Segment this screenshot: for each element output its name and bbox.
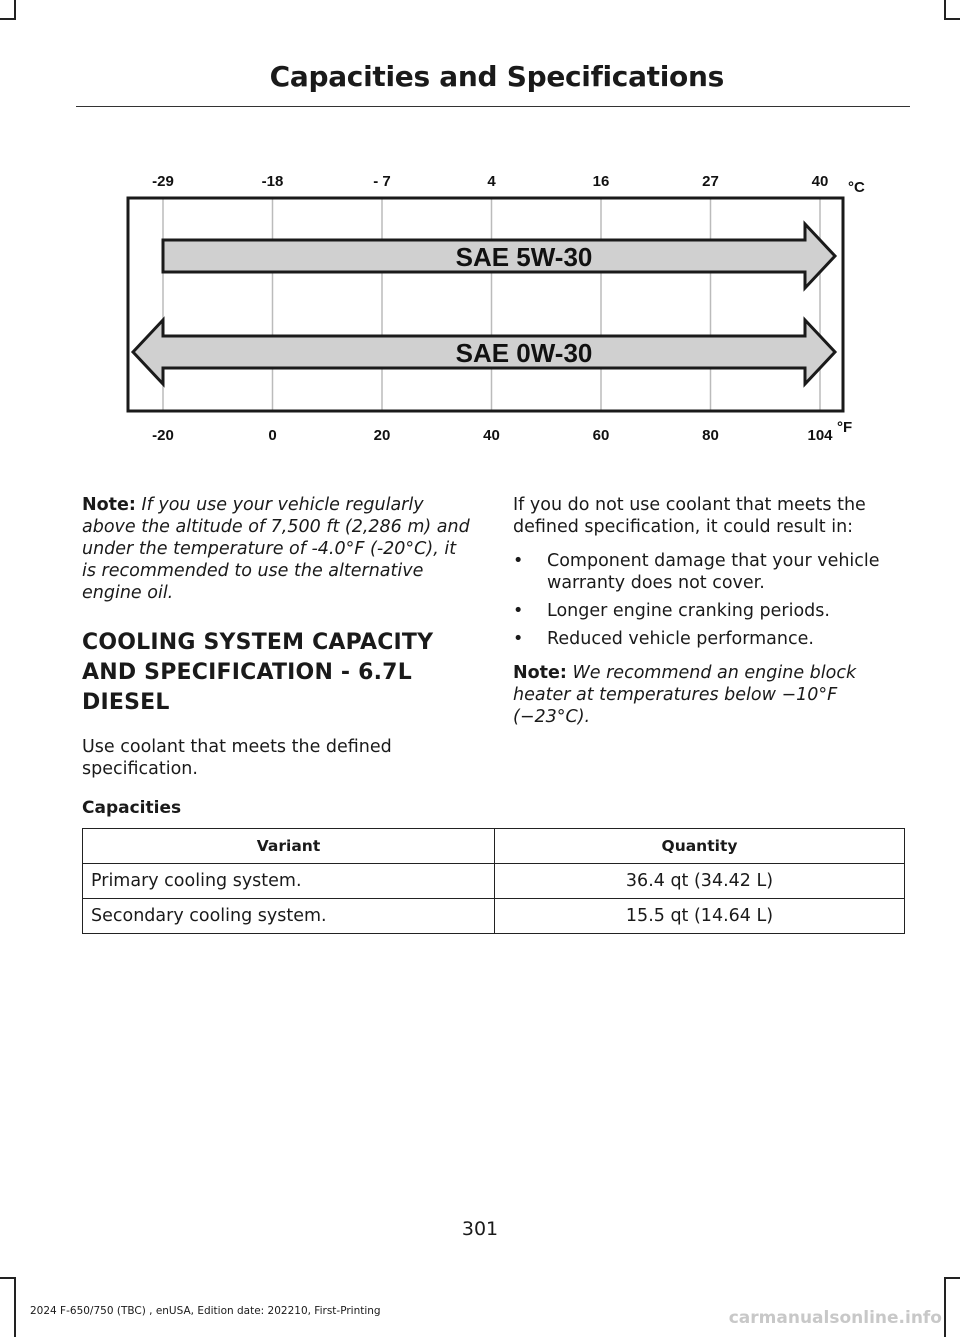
section-heading-line: DIESEL <box>82 690 170 715</box>
header-rule <box>76 106 910 107</box>
variant-cell: Primary cooling system. <box>83 864 495 899</box>
fahrenheit-tick-label: 60 <box>592 427 610 444</box>
capacities-table <box>82 828 905 934</box>
note-body: If you use your vehicle regularly above the altitude of 7,500 ft (2,286 m) and under the temperature of -4.0°F (-20°C), it is recommended to use the alternative engine oil. <box>82 495 470 603</box>
section-heading-line: AND SPECIFICATION - 6.7L <box>82 660 412 685</box>
crop-mark-top-left-h <box>0 18 16 20</box>
fahrenheit-tick-label: 80 <box>702 427 719 444</box>
crop-mark-bottom-right-h <box>944 1277 960 1279</box>
consequence-intro: If you do not use coolant that meets the defined specification, it could result in: <box>513 495 866 537</box>
page-title: Capacities and Specifications <box>269 60 724 93</box>
celsius-tick-label: 16 <box>592 173 610 190</box>
fahrenheit-tick-label: 0 <box>268 427 277 444</box>
oil-viscosity-chart <box>118 160 878 450</box>
table-row <box>83 864 905 899</box>
crop-mark-top-right-v <box>944 0 946 20</box>
celsius-unit-label: °C <box>848 179 865 196</box>
fahrenheit-tick-label: 40 <box>483 427 500 444</box>
note-lead: Note: <box>82 495 136 515</box>
chart-frame <box>128 198 843 411</box>
quantity-cell: 15.5 qt (14.64 L) <box>495 899 905 934</box>
celsius-tick-label: 40 <box>811 173 829 190</box>
crop-mark-bottom-left-v <box>14 1277 16 1337</box>
fahrenheit-tick-label: 104 <box>807 427 833 444</box>
block-heater-note <box>513 662 905 728</box>
watermark: carmanualsonline.info <box>728 1308 942 1328</box>
coolant-paragraph: Use coolant that meets the defined specification. <box>82 737 392 779</box>
crop-mark-bottom-left-h <box>0 1277 16 1279</box>
right-column <box>513 494 905 740</box>
page-number: 301 <box>461 1218 499 1240</box>
capacities-title: Capacities <box>82 798 182 818</box>
footer-edition: 2024 F-650/750 (TBC) , enUSA, Edition date: 202210, First-Printing <box>30 1305 381 1317</box>
note-body: We recommend an engine block heater at temperatures below −10°F (−23°C). <box>513 663 857 727</box>
variant-cell: Secondary cooling system. <box>83 899 495 934</box>
fahrenheit-unit-label: °F <box>837 419 853 436</box>
celsius-tick-label: -18 <box>261 173 284 190</box>
table-header-row <box>83 829 905 864</box>
crop-mark-top-left-v <box>14 0 16 20</box>
list-item: • Component damage that your vehicle warranty does not cover. <box>513 550 905 594</box>
section-heading <box>82 628 474 718</box>
fahrenheit-tick-label: -20 <box>152 427 174 444</box>
list-item: • Reduced vehicle performance. <box>513 628 905 650</box>
celsius-tick-label: -29 <box>152 173 174 190</box>
fahrenheit-tick-label: 20 <box>373 427 391 444</box>
list-item: • Longer engine cranking periods. <box>513 600 905 622</box>
series-label: SAE 5W-30 <box>455 242 593 272</box>
table-row <box>83 899 905 934</box>
consequence-list <box>513 550 905 650</box>
altitude-note <box>82 494 474 604</box>
column-header-quantity: Quantity <box>495 829 905 864</box>
celsius-tick-label: - 7 <box>373 173 391 190</box>
celsius-tick-label: 27 <box>702 173 719 190</box>
celsius-tick-label: 4 <box>487 173 496 190</box>
left-column <box>82 494 474 792</box>
section-heading-line: COOLING SYSTEM CAPACITY <box>82 630 434 655</box>
column-header-variant: Variant <box>83 829 495 864</box>
crop-mark-bottom-right-v <box>944 1277 946 1337</box>
quantity-cell: 36.4 qt (34.42 L) <box>495 864 905 899</box>
series-label: SAE 0W-30 <box>455 338 593 368</box>
crop-mark-top-right-h <box>944 18 960 20</box>
note-lead: Note: <box>513 663 567 683</box>
